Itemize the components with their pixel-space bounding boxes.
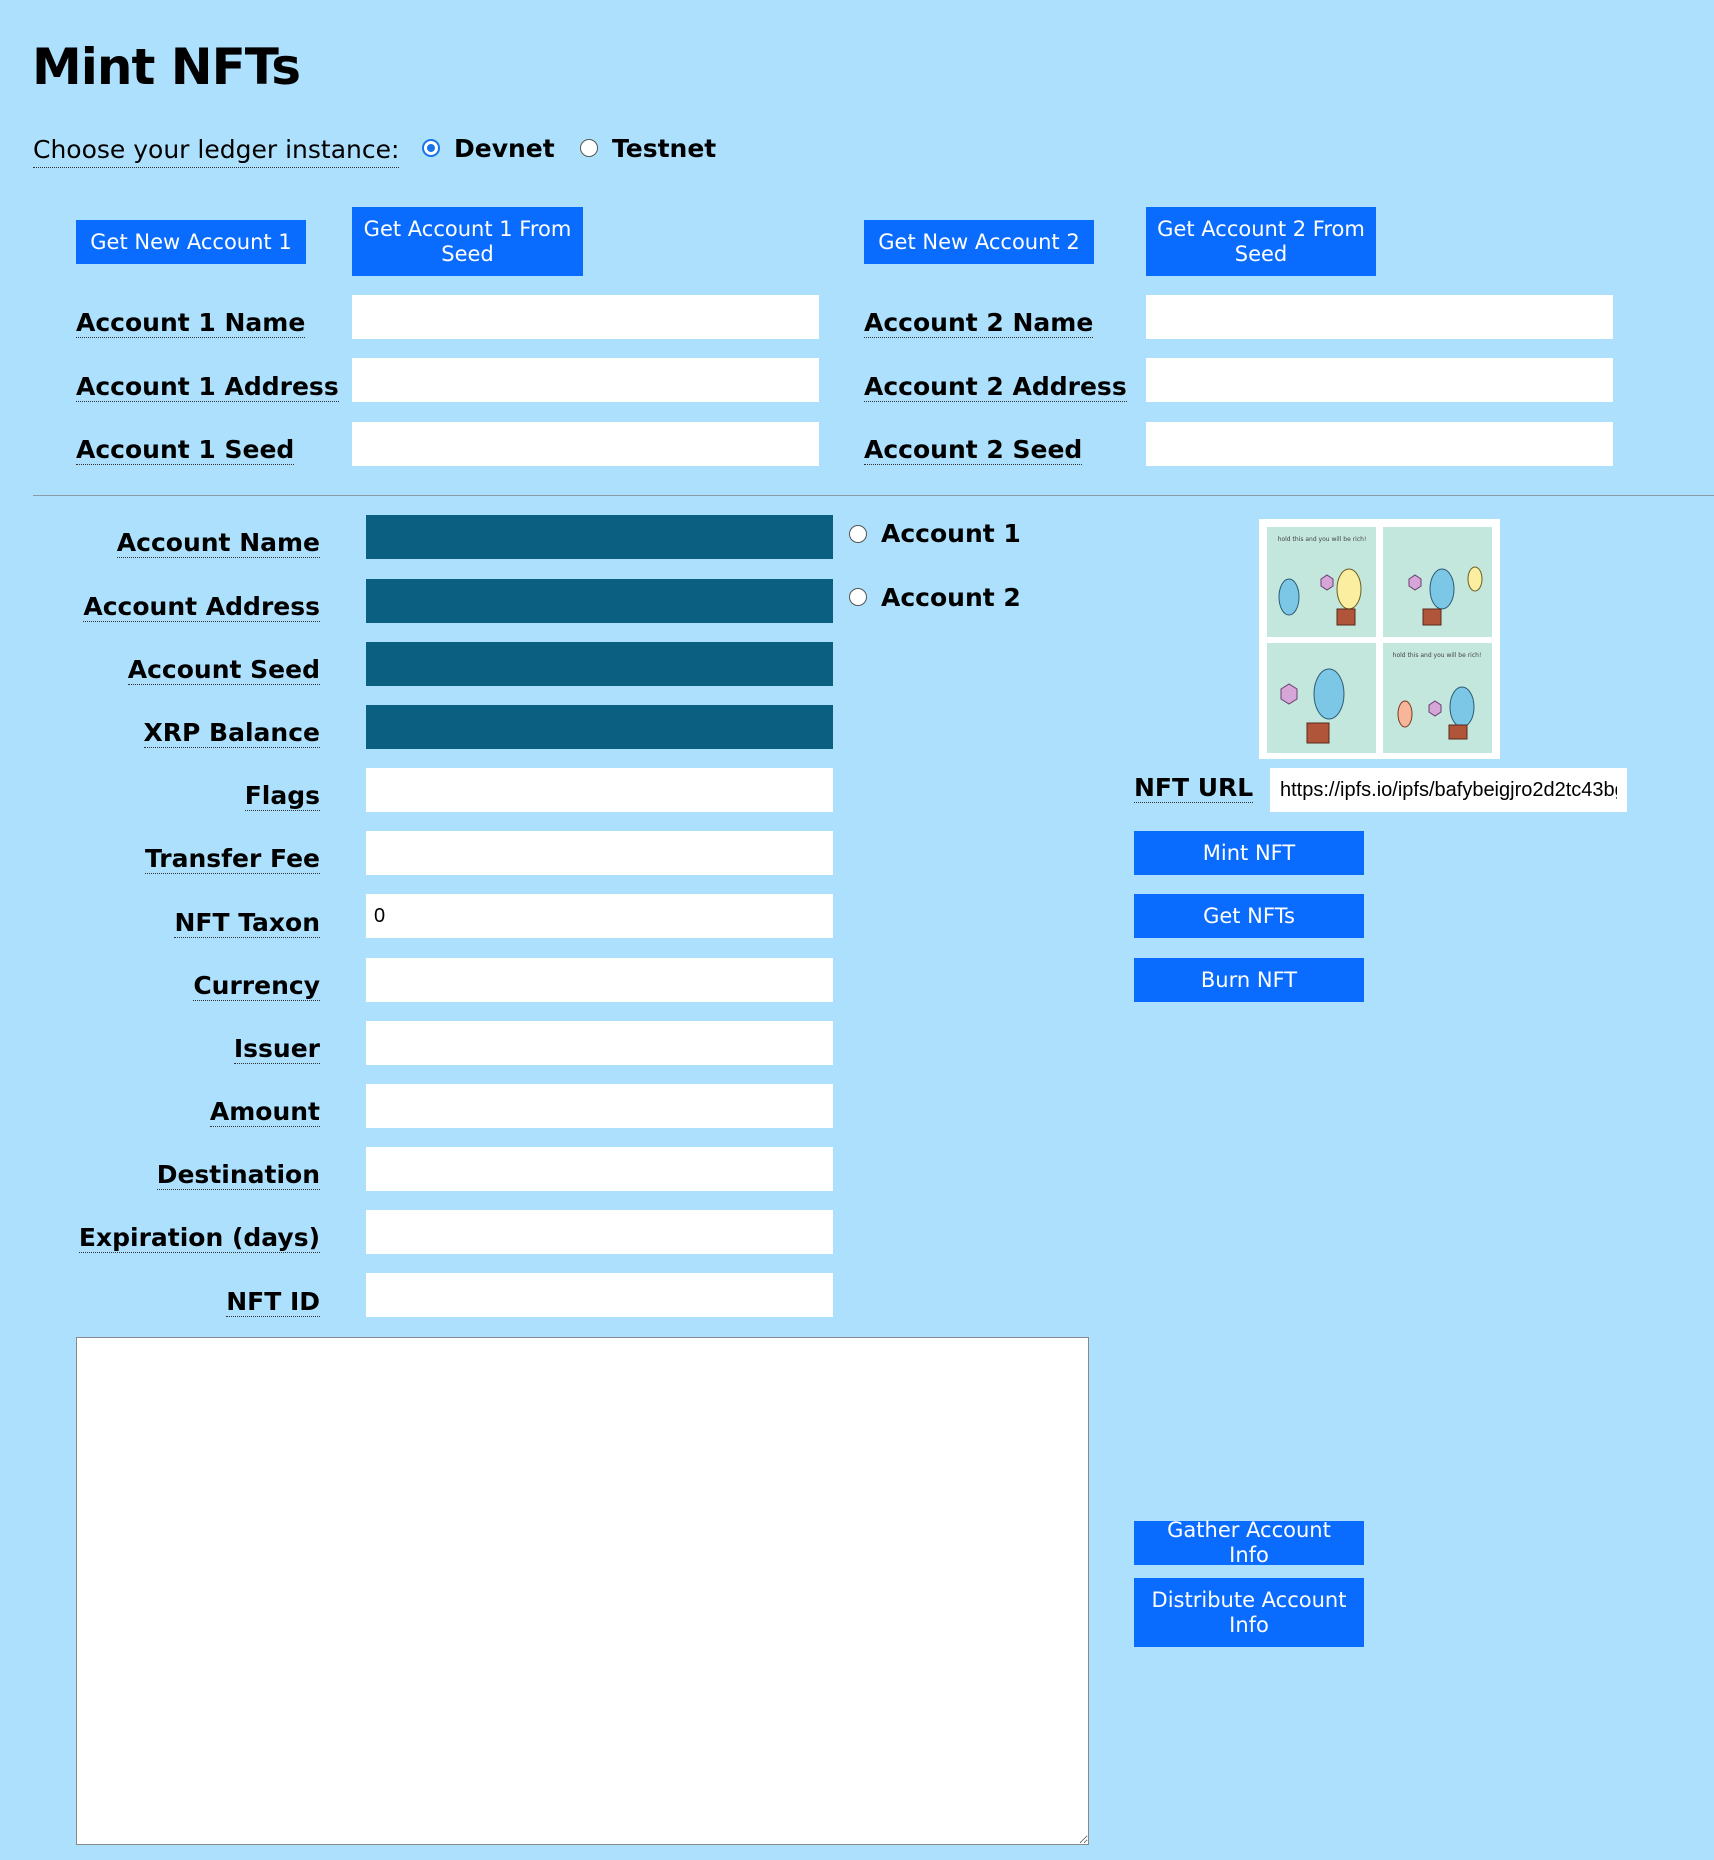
section-divider (33, 495, 1714, 496)
account-1-seed-field[interactable] (352, 422, 819, 466)
account-1-address-label: Account 1 Address (76, 372, 339, 401)
form-label-nft-id: NFT ID (226, 1287, 320, 1316)
form-label-expiration-days: Expiration (days) (78, 1223, 320, 1252)
form-label-xrp-balance: XRP Balance (143, 718, 320, 747)
account-2-name-field[interactable] (1146, 295, 1613, 339)
account-1-seed-label: Account 1 Seed (76, 435, 295, 464)
mint-nft-button[interactable]: Mint NFT (1134, 831, 1364, 875)
form-label-account-address: Account Address (83, 592, 320, 621)
account-2-address-label: Account 2 Address (864, 372, 1127, 401)
account-name-field[interactable] (366, 515, 833, 559)
nft-image-caption-1: hold this and you will be rich! (1277, 536, 1367, 543)
destination-field[interactable] (366, 1147, 833, 1191)
account-2-seed-label: Account 2 Seed (864, 435, 1083, 464)
account-seed-field[interactable] (366, 642, 833, 686)
nft-preview-image (1259, 519, 1500, 759)
account-2-address-field[interactable] (1146, 358, 1613, 402)
form-label-nft-taxon: NFT Taxon (174, 908, 320, 937)
amount-field[interactable] (366, 1084, 833, 1128)
currency-field[interactable] (366, 958, 833, 1002)
form-label-flags: Flags (244, 781, 320, 810)
account-1-name-label: Account 1 Name (76, 308, 306, 337)
get-account-2-from-seed-button[interactable]: Get Account 2 From Seed (1146, 207, 1376, 276)
xrp-balance-field[interactable] (366, 705, 833, 749)
nft-url-label: NFT URL (1134, 773, 1254, 802)
ledger-testnet-label: Testnet (612, 134, 717, 163)
ledger-instance-label: Choose your ledger instance: (33, 134, 399, 168)
form-label-currency: Currency (193, 971, 320, 1000)
account-2-seed-field[interactable] (1146, 422, 1613, 466)
get-account-1-from-seed-button[interactable]: Get Account 1 From Seed (352, 207, 583, 276)
get-new-account-1-button[interactable]: Get New Account 1 (76, 220, 306, 264)
select-account-2-radio[interactable] (849, 588, 867, 606)
ledger-devnet-radio[interactable] (422, 139, 440, 157)
form-label-transfer-fee: Transfer Fee (144, 844, 320, 873)
select-account-1-radio[interactable] (849, 525, 867, 543)
form-label-destination: Destination (156, 1160, 320, 1189)
select-account-2-label: Account 2 (881, 583, 1021, 612)
select-account-1-label: Account 1 (881, 519, 1021, 548)
nft-image-caption-2: hold this and you will be rich! (1392, 652, 1482, 659)
account-1-name-field[interactable] (352, 295, 819, 339)
nft-url-field[interactable] (1270, 768, 1627, 812)
ledger-testnet-radio[interactable] (580, 139, 598, 157)
burn-nft-button[interactable]: Burn NFT (1134, 958, 1364, 1002)
expiration-days-field[interactable] (366, 1210, 833, 1254)
form-label-account-seed: Account Seed (127, 655, 320, 684)
issuer-field[interactable] (366, 1021, 833, 1065)
form-label-amount: Amount (209, 1097, 320, 1126)
nft-taxon-field[interactable] (366, 894, 833, 938)
gather-account-info-button[interactable]: Gather Account Info (1134, 1521, 1364, 1565)
form-label-issuer: Issuer (233, 1034, 320, 1063)
distribute-account-info-button[interactable]: Distribute Account Info (1134, 1578, 1364, 1647)
get-nfts-button[interactable]: Get NFTs (1134, 894, 1364, 938)
results-textarea[interactable] (76, 1337, 1089, 1845)
form-label-account-name: Account Name (116, 528, 320, 557)
account-1-address-field[interactable] (352, 358, 819, 402)
nft-id-field[interactable] (366, 1273, 833, 1317)
account-2-name-label: Account 2 Name (864, 308, 1094, 337)
ledger-devnet-label: Devnet (454, 134, 555, 163)
account-address-field[interactable] (366, 579, 833, 623)
flags-field[interactable] (366, 768, 833, 812)
page-title: Mint NFTs (32, 38, 301, 96)
get-new-account-2-button[interactable]: Get New Account 2 (864, 220, 1094, 264)
transfer-fee-field[interactable] (366, 831, 833, 875)
